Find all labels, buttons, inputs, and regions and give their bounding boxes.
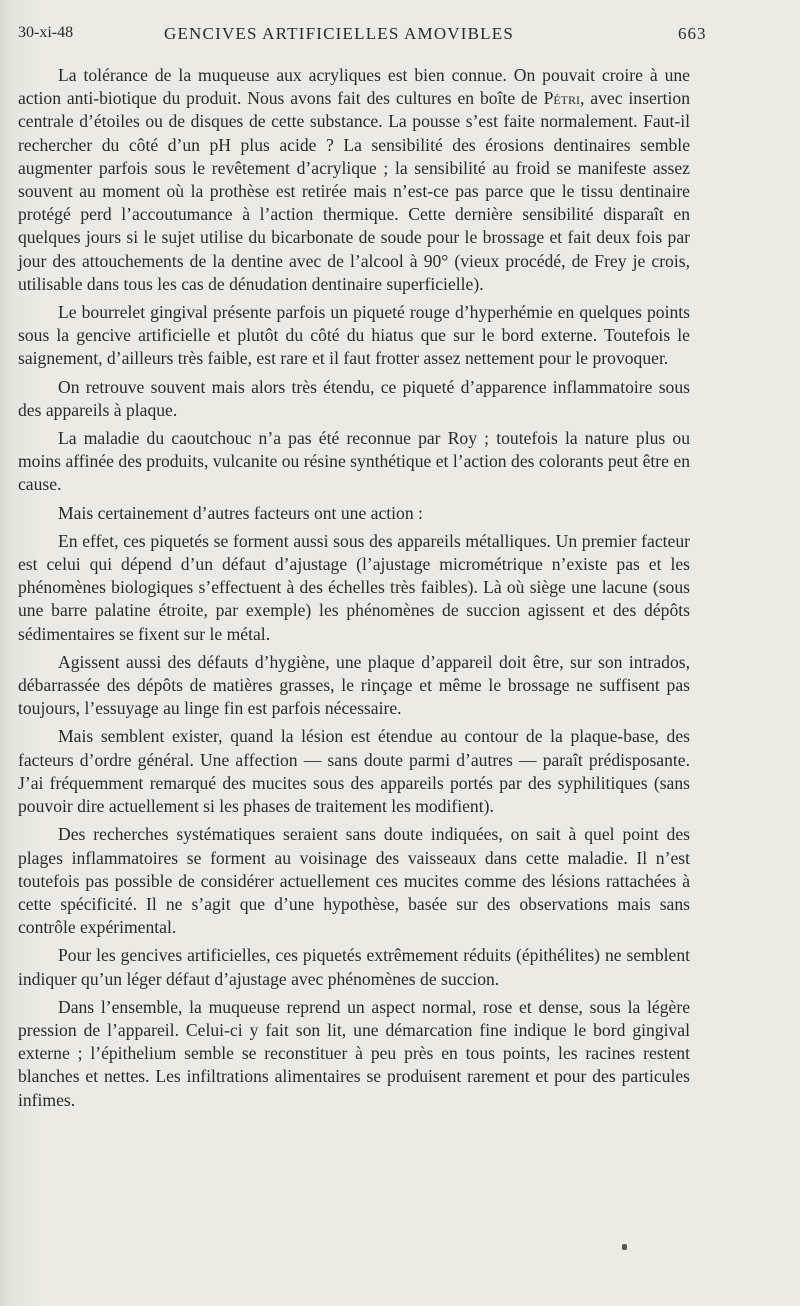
page-number: 663 <box>678 24 707 43</box>
header-date: 30-xi-48 <box>18 24 74 41</box>
ink-speck <box>622 1244 627 1250</box>
running-header <box>18 24 707 50</box>
paragraph-10: Pour les gencives artificielles, ces piquetés extrêmement réduits (épithélites) ne semblent indiquer qu’un léger défaut d’ajustage avec phénomènes de succion. <box>18 945 690 989</box>
paragraph-4: La maladie du caoutchouc n’a pas été reconnue par Roy ; toutefois la nature plus ou moins affinée des produits, vulcanite ou résine synthétique et l’action des colorants peut être en cause. <box>18 428 690 495</box>
paragraph-8: Mais semblent exister, quand la lésion est étendue au contour de la plaque-base, des facteurs d’ordre général. Une affection — sans doute parmi d’autres — paraît prédisposante. J’ai fréquemment remarqué des mucites sous des appareils portés par des syphilitiques (sans pouvoir dire actuellement si les phases de traitement les modifient). <box>18 726 690 817</box>
paragraph-1-after: , avec insertion centrale d’étoiles ou de disques de cette substance. La pousse s’est faite normalement. Faut-il rechercher du côté d’un pH plus acide ? La sensibilité des érosions dentinaires semble augmenter parfois sous le revêtement d’acrylique ; la sensibilité au froid se manifeste assez souvent au moment où la prothèse est retirée mais n’est-ce pas parce que le tissu dentinaire protégé perd l’accoutumance à l’action thermique. Cette dernière sensibilité disparaît en quelques jours si le sujet utilise du bicarbonate de soude pour le brossage et fait deux fois par jour des attouchements de la dentine avec de l’alcool à 90° (vieux procédé, de Frey je crois, utilisable dans tous les cas de dénudation dentinaire superficielle). <box>18 88 690 294</box>
paragraph-9: Des recherches systématiques seraient sans doute indiquées, on sait à quel point des plages inflammatoires se forment au voisinage des vaisseaux dans cette maladie. Il n’est toutefois pas possible de considérer actuellement ces mucites comme des lésions rattachées à cette spécificité. Il ne s’agit que d’une hypothèse, basée sur des observations mais sans contrôle expérimental. <box>18 824 690 938</box>
header-title: GENCIVES ARTIFICIELLES AMOVIBLES <box>164 24 514 43</box>
paragraph-2: Le bourrelet gingival présente parfois un piqueté rouge d’hyperhémie en quelques points sous la gencive artificielle et plutôt du côté du hiatus que sur le bord externe. Toutefois le saignement, d’ailleurs très faible, est rare et il faut frotter assez nettement pour le provoquer. <box>18 302 690 369</box>
paragraph-11: Dans l’ensemble, la muqueuse reprend un aspect normal, rose et dense, sous la légère pression de l’appareil. Celui-ci y fait son lit, une démarcation fine indique le bord gingival externe ; l’épithelium semble se reconstituer à peu près en tous points, les racines restent blanches et nettes. Les infiltrations alimentaires se produisent rarement et pour des particules infimes. <box>18 996 690 1110</box>
paragraph-1-before: La tolérance de la muqueuse aux acryliques est bien connue. On pouvait croire à une action anti-biotique du produit. Nous avons fait des cultures en boîte de <box>18 65 690 109</box>
paragraph-1 <box>18 64 690 296</box>
paragraph-6: En effet, ces piquetés se forment aussi sous des appareils métalliques. Un premier facteur est celui qui dépend d’un défaut d’ajustage (l’ajustage micrométrique n’existe pas et les phénomènes biologiques s’effectuent à des échelles très faibles). Là où siège une lacune (sous une barre palatine étroite, par exemple) les phénomènes de succion agissent et des dépôts sédimentaires se fixent sur le métal. <box>18 530 690 644</box>
name-petri: Pétri <box>543 88 581 109</box>
paragraph-3: On retrouve souvent mais alors très étendu, ce piqueté d’apparence inflammatoire sous des appareils à plaque. <box>18 376 690 420</box>
paragraph-5: Mais certainement d’autres facteurs ont une action : <box>58 502 423 523</box>
body-text <box>18 64 690 1117</box>
paragraph-7: Agissent aussi des défauts d’hygiène, une plaque d’appareil doit être, sur son intrados, débarrassée des dépôts de matières grasses, le rinçage et même le brossage ne suffisent pas toujours, l’essuyage au linge fin est parfois nécessaire. <box>18 651 690 719</box>
